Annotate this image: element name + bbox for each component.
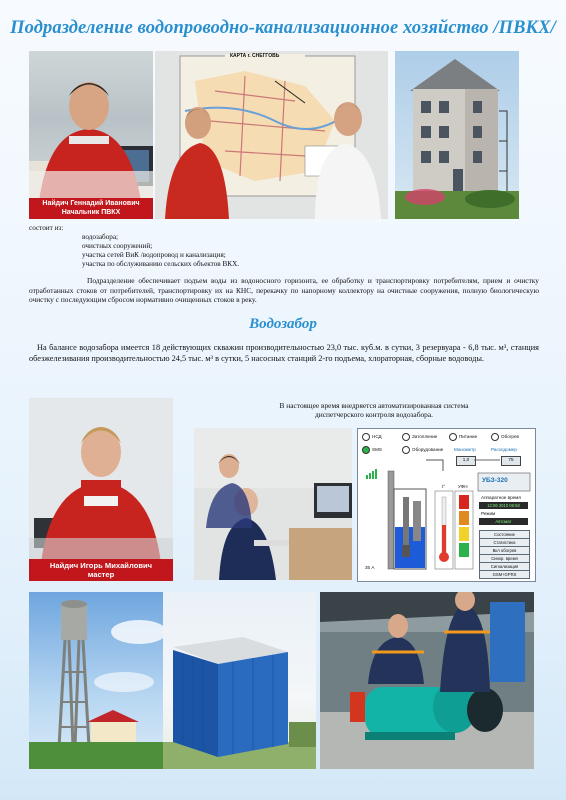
water-tower-photo <box>29 592 163 769</box>
map-title: КАРТА г. СНЕГГОВЬ <box>230 53 280 59</box>
time-value: 12:06 2010 06:58 <box>479 502 528 509</box>
gsm-gprs-button[interactable]: GSM+GPRS <box>479 570 530 579</box>
mode-label: Режим <box>481 511 496 516</box>
list-item: очистных сооружений; <box>82 242 153 250</box>
chief-position: Начальник ПВКХ <box>61 209 121 216</box>
device-name: УБЗ-320 <box>482 477 508 484</box>
mode-value: Автомат <box>479 518 528 525</box>
master-position: мастер <box>87 570 115 579</box>
section-paragraph: На балансе водозабора имеется 18 действующих скважин производительностью 23,0 тыс. куб.м. в сутки, 3 резервуара - 6,8 тыс. м³, станция обезжелезивания производительностью 24,5 тыс. м³ в сутки, 5 насосных станций 2-го подъема, хлораторная, сборные водоводы. <box>29 343 539 363</box>
chief-caption <box>29 198 153 219</box>
manometer-value: 1,0 <box>456 456 476 466</box>
pump-photo <box>320 592 534 769</box>
manometer-label: Манометр <box>454 447 476 452</box>
heating-on-button[interactable]: Вкл обогрев <box>479 546 530 555</box>
master-caption <box>29 559 173 581</box>
indicator-sms: SMS <box>362 446 382 454</box>
list-item: участка по обслуживанию сельских объектов ВКХ. <box>82 260 240 268</box>
chief-name: Найдич Геннадий Иванович <box>42 200 140 207</box>
current-value: 35 А <box>365 565 375 570</box>
statistics-button[interactable]: Статистика <box>479 538 530 547</box>
alarm-button[interactable]: Сигнализация <box>479 562 530 571</box>
cabinet-photo <box>163 592 316 769</box>
time-label: Аппаратное время <box>481 495 521 500</box>
master-name: Найдич Игорь Михайлович <box>49 561 153 570</box>
flowmeter-label: Расходомер <box>491 447 517 452</box>
portrait-photo-chief <box>29 51 153 219</box>
indicator-heating: Обогрев <box>491 433 519 441</box>
building-photo <box>395 51 519 219</box>
indicator-equipment: Оборудование <box>402 446 443 454</box>
level-label: УФН <box>458 484 468 489</box>
dispatcher-photo <box>194 428 352 580</box>
indicator-nsd: НСД <box>362 433 382 441</box>
map-meeting-photo <box>155 51 388 219</box>
temperature-label: t° <box>442 484 446 489</box>
sync-time-button[interactable]: Синхр. время <box>479 554 530 563</box>
indicator-power: Питание <box>449 433 477 441</box>
automation-note: В настоящее время внедряется автоматизированная система диспетчерского контроля водозабора. <box>279 401 469 419</box>
flowmeter-value: 75 <box>501 456 521 466</box>
list-item: участка сетей ВиК /водопровод и канализация; <box>82 251 226 259</box>
intro-paragraph: Подразделение обеспечивает подъем воды из водоносного горизонта, ее обработку и транспортировку потребителям, прием и очистку отработанных стоков от потребителей, транспортировку их на КНС, перекачку по напорному коллектору на очистные сооружения, полную биологическую очистку с последующим сбросом нормативно очищенных стоков в реку. <box>29 276 539 305</box>
consists-of-label: состоит из: <box>29 224 64 232</box>
list-item: водозабора; <box>82 233 119 241</box>
page-title: Подразделение водопроводно-канализационное хозяйство /ПВКХ/ <box>10 18 556 38</box>
portrait-photo-master <box>29 398 173 581</box>
scada-panel <box>357 428 536 582</box>
structure-list <box>82 233 382 269</box>
section-title: Водозабор <box>249 316 317 332</box>
indicator-flood: Затопление <box>402 433 437 441</box>
state-button[interactable]: Состояние <box>479 530 530 539</box>
